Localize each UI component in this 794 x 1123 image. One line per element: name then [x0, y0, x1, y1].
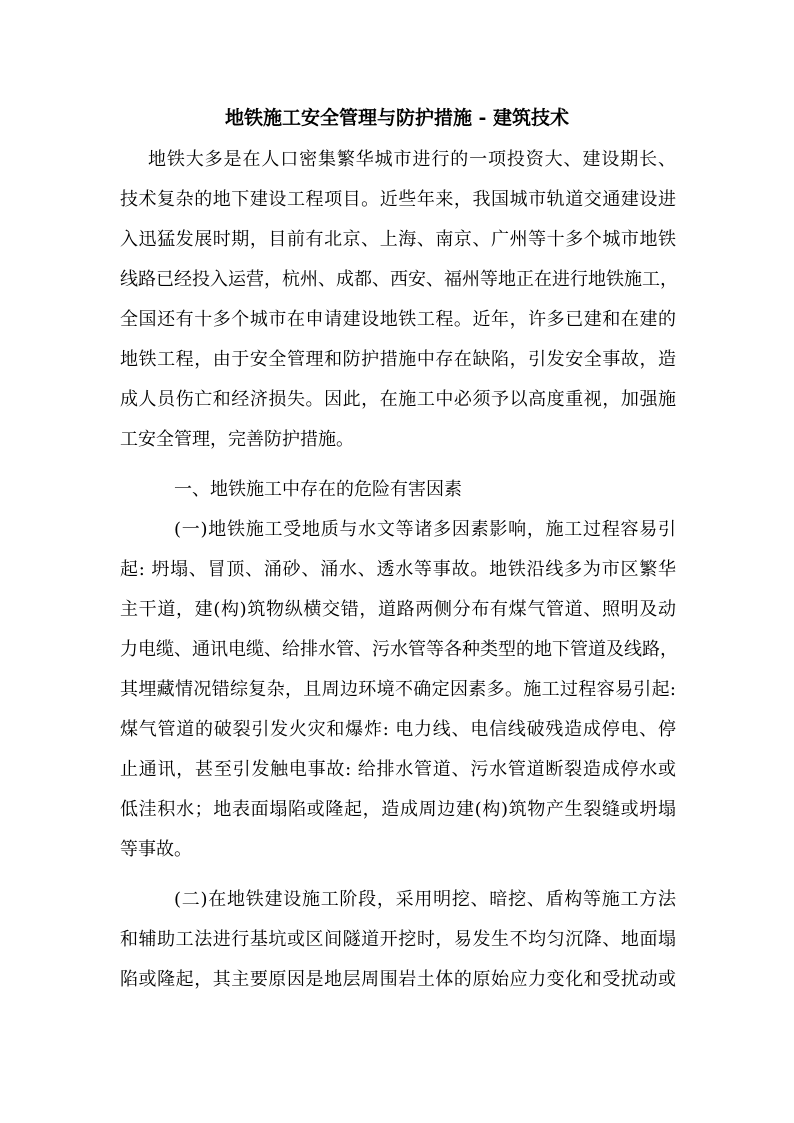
text-line: 入迅猛发展时期，目前有北京、上海、南京、广州等十多个城市地铁	[120, 229, 676, 250]
text-line: 地铁大多是在人口密集繁华城市进行的一项投资大、建设期长、	[148, 149, 676, 170]
text-line: 和辅助工法进行基坑或区间隧道开挖时，易发生不均匀沉降、地面塌	[120, 929, 676, 950]
text-line: 煤气管道的破裂引发火灾和爆炸: 电力线、电信线破残造成停电、停	[120, 719, 676, 740]
text-line: 成人员伤亡和经济损失。因此，在施工中必须予以高度重视，加强施	[120, 389, 676, 410]
text-line: 工安全管理，完善防护措施。	[120, 429, 354, 450]
document-title: 地铁施工安全管理与防护措施 - 建筑技术	[224, 107, 570, 129]
text-line: 其埋藏情况错综复杂，且周边环境不确定因素多。施工过程容易引起:	[120, 679, 676, 700]
text-line: 线路已经投入运营，杭州、成都、西安、福州等地正在进行地铁施工，	[120, 269, 678, 290]
section-heading: 一、地铁施工中存在的危险有害因素	[174, 479, 462, 500]
text-line: 技术复杂的地下建设工程项目。近些年来，我国城市轨道交通建设进	[120, 189, 676, 210]
text-line: 地铁工程，由于安全管理和防护措施中存在缺陷，引发安全事故，造	[120, 349, 676, 370]
text-line: (二)在地铁建设施工阶段，采用明挖、暗挖、盾构等施工方法	[174, 889, 676, 910]
text-line: 主干道，建(构)筑物纵横交错，道路两侧分布有煤气管道、照明及动	[120, 599, 676, 620]
text-line: 起: 坍塌、冒顶、涌砂、涌水、透水等事故。地铁沿线多为市区繁华	[120, 559, 676, 580]
text-line: 全国还有十多个城市在申请建设地铁工程。近年，许多已建和在建的	[120, 309, 676, 330]
text-line: (一)地铁施工受地质与水文等诸多因素影响，施工过程容易引	[174, 519, 676, 540]
text-line: 等事故。	[120, 839, 192, 860]
text-line: 力电缆、通讯电缆、给排水管、污水管等各种类型的地下管道及线路，	[120, 639, 678, 660]
text-line: 低洼积水；地表面塌陷或隆起，造成周边建(构)筑物产生裂缝或坍塌	[120, 799, 676, 820]
text-line: 止通讯，甚至引发触电事故: 给排水管道、污水管道断裂造成停水或	[120, 759, 676, 780]
text-line: 陷或隆起，其主要原因是地层周围岩土体的原始应力变化和受扰动或	[120, 969, 676, 990]
